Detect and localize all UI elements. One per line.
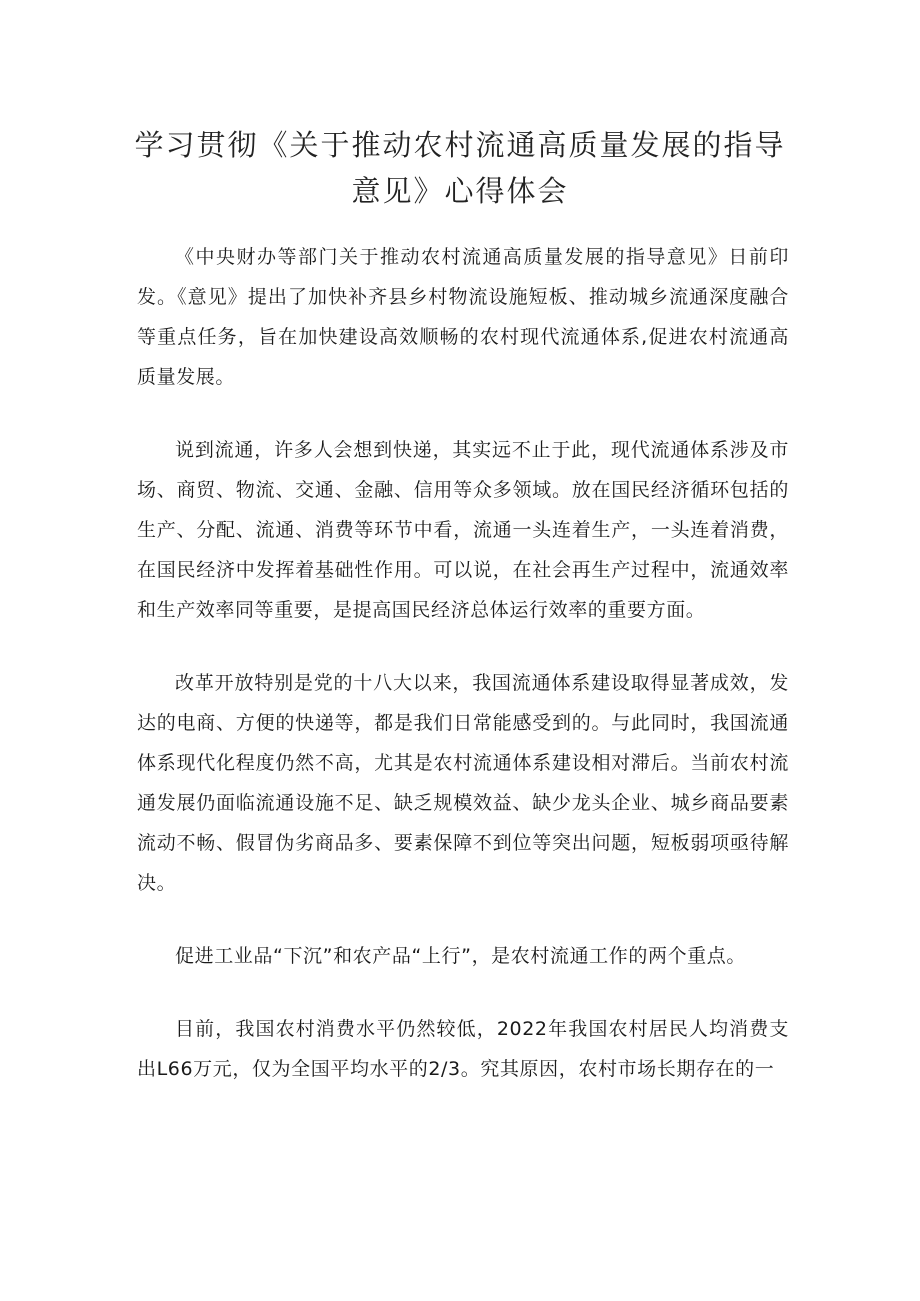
paragraph-circulation: 说到流通，许多人会想到快递，其实远不止于此，现代流通体系涉及市场、商贸、物流、交通、金融、信用等众多领域。放在国民经济循环包括的生产、分配、流通、消费等环节中看，流通一头连着生产，一头连着消费，在国民经济中发挥着基础性作用。可以说，在社会再生产过程中，流通效率和生产效率同等重要，是提高国民经济总体运行效率的重要方面。 bbox=[137, 439, 789, 621]
paragraph-intro: 《中央财办等部门关于推动农村流通高质量发展的指导意见》日前印发。《意见》提出了加快补齐县乡村物流设施短板、推动城乡流通深度融合等重点任务，旨在加快建设高效顺畅的农村现代流通体系,促进农村流通高质量发展。 bbox=[137, 246, 789, 388]
document-title: 学习贯彻《关于推动农村流通高质量发展的指导意见》心得体会 bbox=[134, 128, 786, 208]
paragraph-consumption: 目前，我国农村消费水平仍然较低，2022年我国农村居民人均消费支出L66万元，仅为全国平均水平的2/3。究其原因，农村市场长期存在的一 bbox=[137, 1018, 789, 1080]
paragraph-key-points: 促进工业品“下沉”和农产品“上行”，是农村流通工作的两个重点。 bbox=[175, 945, 746, 967]
document-body bbox=[137, 237, 789, 1122]
paragraph-reform: 改革开放特别是党的十八大以来，我国流通体系建设取得显著成效，发达的电商、方便的快递等，都是我们日常能感受到的。与此同时，我国流通体系现代化程度仍然不高，尤其是农村流通体系建设相对滞后。当前农村流通发展仍面临流通设施不足、缺乏规模效益、缺少龙头企业、城乡商品要素流动不畅、假冒伪劣商品多、要素保障不到位等突出问题，短板弱项亟待解决。 bbox=[137, 672, 789, 894]
